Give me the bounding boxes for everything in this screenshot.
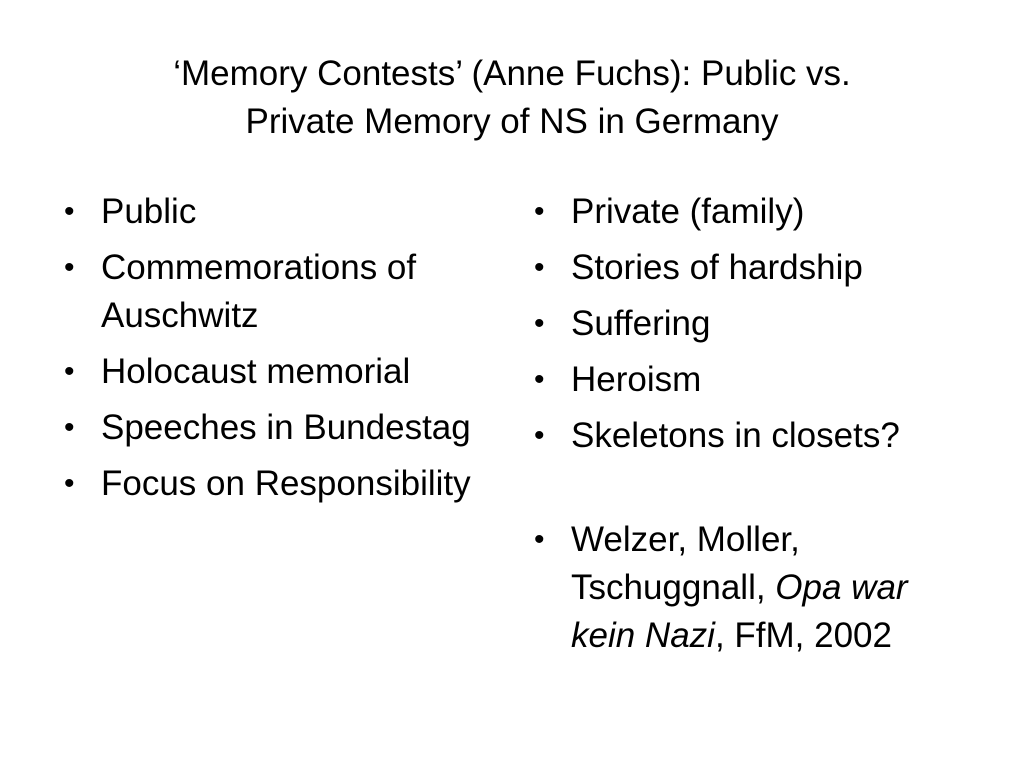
list-item [528, 188, 968, 236]
bullet-icon: • [64, 467, 75, 500]
bullet-icon: • [534, 251, 545, 284]
list-item [58, 244, 478, 340]
slide-title-line-2: Private Memory of NS in Germany [245, 102, 779, 141]
bullet-icon: • [534, 195, 545, 228]
list-item [58, 404, 478, 452]
bullet-icon: • [534, 307, 545, 340]
bullet-icon: • [64, 411, 75, 444]
bullet-icon: • [534, 363, 545, 396]
list-item [58, 188, 478, 236]
list-item [528, 244, 968, 292]
list-item-text: Heroism [571, 360, 702, 399]
bullet-icon: • [64, 195, 75, 228]
citation-book-title: Opa war kein Nazi [571, 568, 908, 655]
list-item-text: Public [101, 192, 197, 231]
list-item-text: Stories of hardship [571, 248, 863, 287]
list-item-text: Speeches in Bundestag [101, 408, 471, 447]
citation-publication-info: , FfM, 2002 [714, 616, 892, 655]
left-bullet-list [58, 188, 478, 516]
list-item-text: Private (family) [571, 192, 805, 231]
citation-text [571, 520, 908, 655]
list-item [528, 412, 968, 460]
list-item-text: Suffering [571, 304, 711, 343]
list-item [58, 348, 478, 396]
list-item [528, 356, 968, 404]
list-item-text: Focus on Responsibility [101, 464, 471, 503]
bullet-icon: • [534, 419, 545, 452]
citation-authors: Welzer, Moller, Tschuggnall, [571, 520, 800, 607]
list-item [528, 300, 968, 348]
citation-item [528, 516, 968, 660]
slide-title [60, 50, 964, 146]
bullet-icon: • [64, 251, 75, 284]
bullet-icon: • [534, 523, 545, 556]
list-item-text: Commemorations of Auschwitz [101, 248, 417, 335]
right-bullet-list [528, 188, 968, 668]
list-item-text: Skeletons in closets? [571, 416, 900, 455]
list-item [58, 460, 478, 508]
slide-title-line-1: ‘Memory Contests’ (Anne Fuchs): Public vs. [173, 54, 851, 93]
bullet-icon: • [64, 355, 75, 388]
list-item-text: Holocaust memorial [101, 352, 411, 391]
